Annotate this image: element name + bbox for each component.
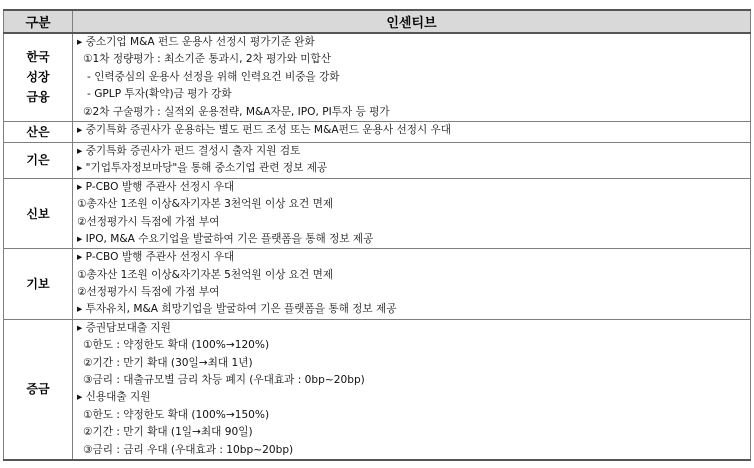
- incentive-line: ①한도 : 약정한도 확대 (100%→120%): [83, 339, 270, 352]
- category-label: 금융: [26, 90, 50, 105]
- table-row: [4, 121, 751, 142]
- row-category: [4, 121, 73, 142]
- incentive-line: ①1차 정량평가 : 최소기준 통과시, 2차 평가와 미합산: [83, 53, 331, 66]
- incentive-line: ②기간 : 만기 확대 (30일→최대 1년): [83, 356, 253, 369]
- category-label: 증금: [26, 382, 50, 397]
- table-row: [4, 249, 751, 320]
- incentive-line: ▸ 중기특화 증권사가 펀드 결성시 출자 지원 검토: [77, 144, 301, 157]
- category-label: 신보: [26, 206, 50, 221]
- incentive-line: - GPLP 투자(확약)금 평가 강화: [87, 88, 232, 101]
- row-incentive: [73, 33, 751, 121]
- row-incentive: [73, 319, 751, 460]
- header-incentive: 인센티브: [73, 10, 751, 33]
- table-header-row: [4, 10, 751, 33]
- incentive-line: ▸ P-CBO 발행 주관사 선정시 우대: [77, 251, 235, 264]
- incentive-line: ③금리 : 금리 우대 (우대효과 : 10bp~20bp): [83, 443, 294, 456]
- table-row: [4, 142, 751, 178]
- incentive-line: ①총자산 1조원 이상&자기자본 3천억원 이상 요건 면제: [77, 198, 334, 211]
- incentive-line: ②선정평가시 득점에 가점 부여: [77, 215, 220, 228]
- incentive-line: ▸ IPO, M&A 수요기업을 발굴하여 기은 플랫폼을 통해 정보 제공: [77, 232, 374, 245]
- row-category: [4, 249, 73, 320]
- incentive-table: [3, 9, 751, 461]
- incentive-line: ▸ 중기특화 증권사가 운용하는 별도 펀드 조성 또는 M&A펀드 운용사 선정시 우대: [77, 123, 452, 136]
- incentive-line: ▸ 신용대출 지원: [77, 391, 151, 404]
- incentive-line: ③금리 : 대출규모별 금리 차등 폐지 (우대효과 : 0bp~20bp): [83, 374, 365, 387]
- category-label: 기은: [26, 153, 50, 168]
- header-category: 구분: [4, 10, 73, 33]
- incentive-line: ▸ "기업투자정보마당"을 통해 중소기업 관련 정보 제공: [77, 162, 328, 175]
- row-incentive: [73, 121, 751, 142]
- table-row: [4, 33, 751, 121]
- table-row: [4, 319, 751, 460]
- incentive-line: ②기간 : 만기 확대 (1일→최대 90일): [83, 426, 253, 439]
- row-incentive: [73, 249, 751, 320]
- row-incentive: [73, 178, 751, 249]
- row-incentive: [73, 142, 751, 178]
- incentive-line: ▸ 중소기업 M&A 펀드 운용사 선정시 평가기준 완화: [77, 36, 315, 48]
- incentive-line: ①총자산 1조원 이상&자기자본 5천억원 이상 요건 면제: [77, 268, 334, 281]
- category-label: 성장: [26, 70, 50, 85]
- incentive-line: ▸ 증권담보대출 지원: [77, 321, 171, 334]
- row-category: [4, 319, 73, 460]
- incentive-line: ▸ 투자유치, M&A 희망기업을 발굴하여 기은 플랫폼을 통해 정보 제공: [77, 303, 397, 316]
- incentive-line: ②2차 구술평가 : 실적외 운용전략, M&A자문, IPO, PI투자 등 평가: [83, 105, 390, 118]
- category-label: 산은: [26, 124, 50, 139]
- row-category: [4, 33, 73, 121]
- row-category: [4, 178, 73, 249]
- table-body: [4, 33, 751, 460]
- table-row: [4, 178, 751, 249]
- incentive-line: ▸ P-CBO 발행 주관사 선정시 우대: [77, 180, 235, 193]
- incentive-line: ①한도 : 약정한도 확대 (100%→150%): [83, 408, 270, 421]
- incentive-line: ②선정평가시 득점에 가점 부여: [77, 286, 220, 299]
- row-category: [4, 142, 73, 178]
- incentive-line: - 인력중심의 운용사 선정을 위해 인력요건 비중을 강화: [87, 70, 340, 83]
- category-label: 한국: [26, 50, 50, 65]
- category-label: 기보: [26, 277, 50, 292]
